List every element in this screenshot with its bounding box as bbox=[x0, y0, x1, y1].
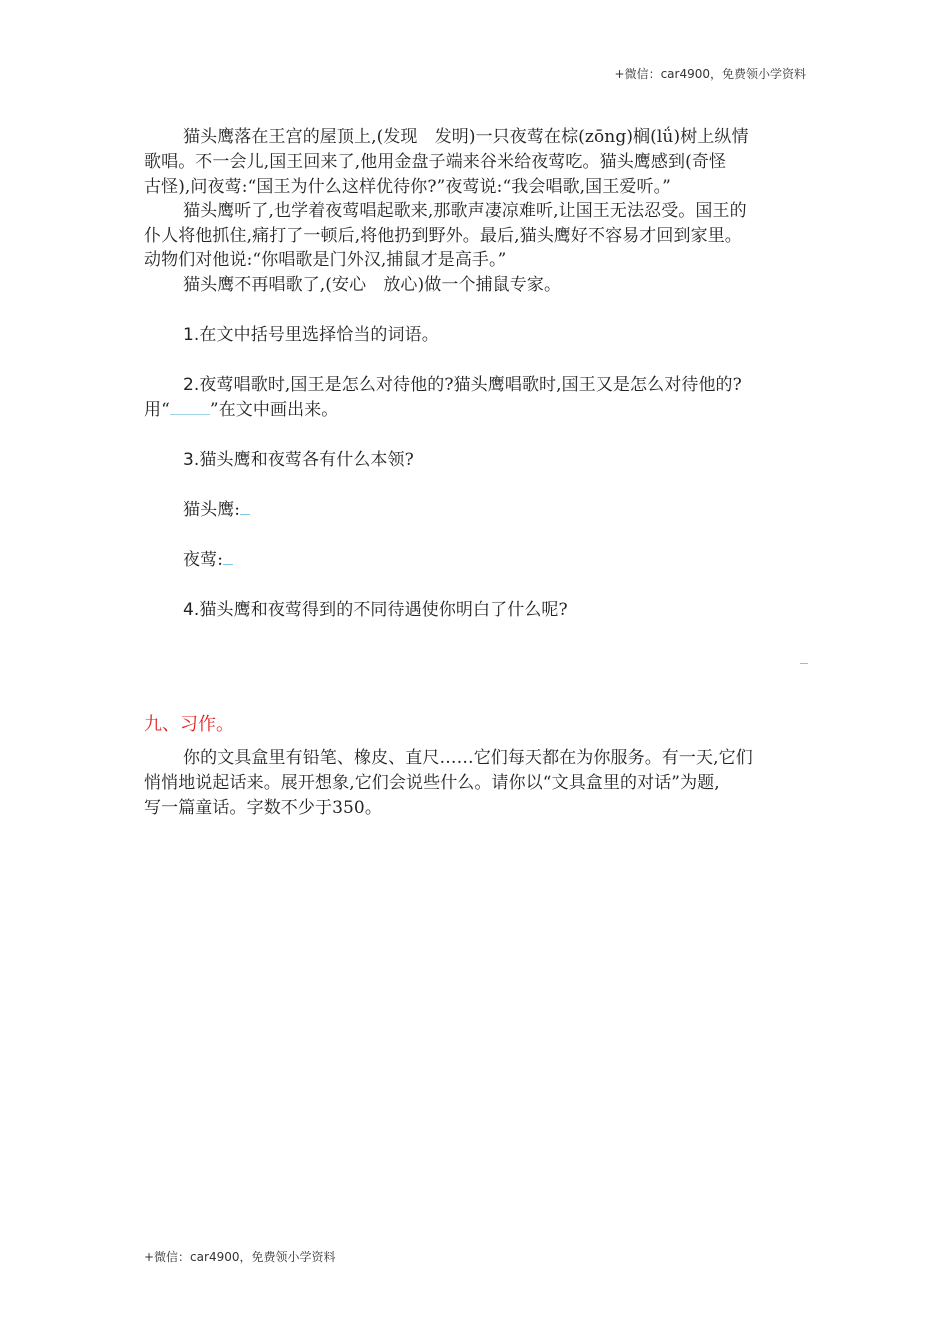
question-text: 夜莺唱歌时,国王是怎么对待他的?猫头鹰唱歌时,国王又是怎么对待他的? bbox=[199, 375, 742, 395]
prompt-line: 写一篇童话。字数不少于350。 bbox=[144, 798, 382, 818]
question-text: 用“ bbox=[144, 400, 170, 420]
question-4 bbox=[183, 598, 808, 623]
passage-line: 猫头鹰落在王宫的屋顶上,(发现 发明)一只夜莺在棕(zōng)榈(lǘ)树上纵情 bbox=[183, 127, 749, 147]
question-2-line2 bbox=[144, 398, 808, 423]
passage-line: 歌唱。不一会儿,国王回来了,他用金盘子端来谷米给夜莺吃。猫头鹰感到(奇怪 bbox=[144, 152, 727, 172]
question-number: 4. bbox=[183, 600, 200, 620]
owl-answer-row bbox=[183, 498, 808, 523]
question-number: 2. bbox=[183, 375, 200, 395]
question-number: 1. bbox=[183, 325, 200, 345]
question-text: 猫头鹰和夜莺各有什么本领? bbox=[199, 450, 414, 470]
passage-line: 猫头鹰听了,也学着夜莺唱起歌来,那歌声凄凉难听,让国王无法忍受。国王的 bbox=[183, 201, 747, 221]
header-note: +微信：car4900，免费领小学资料 bbox=[614, 67, 806, 81]
nightingale-label: 夜莺: bbox=[183, 550, 224, 570]
q4-answer-blank[interactable] bbox=[800, 663, 808, 664]
passage-line: 古怪),问夜莺:“国王为什么这样优待你?”夜莺说:“我会唱歌,国王爱听。” bbox=[144, 177, 671, 197]
owl-answer-blank[interactable] bbox=[240, 500, 250, 515]
nightingale-answer-blank[interactable] bbox=[223, 550, 233, 565]
question-3 bbox=[183, 448, 808, 473]
footer-note: +微信：car4900，免费领小学资料 bbox=[144, 1250, 336, 1264]
question-text: 猫头鹰和夜莺得到的不同待遇使你明白了什么呢? bbox=[199, 600, 568, 620]
question-number: 3. bbox=[183, 450, 200, 470]
nightingale-answer-row bbox=[183, 548, 808, 573]
owl-label: 猫头鹰: bbox=[183, 500, 241, 520]
question-2 bbox=[183, 373, 808, 398]
question-1 bbox=[183, 323, 808, 348]
passage-line: 动物们对他说:“你唱歌是门外汉,捕鼠才是高手。” bbox=[144, 250, 507, 270]
prompt-line: 你的文具盒里有铅笔、橡皮、直尺……它们每天都在为你服务。有一天,它们 bbox=[183, 748, 753, 768]
section-title: 九、习作。 bbox=[144, 714, 234, 735]
passage-line: 仆人将他抓住,痛打了一顿后,将他扔到野外。最后,猫头鹰好不容易才回到家里。 bbox=[144, 226, 742, 246]
passage-line: 猫头鹰不再唱歌了,(安心 放心)做一个捕鼠专家。 bbox=[183, 275, 562, 295]
underline-sample bbox=[170, 400, 210, 415]
question-text: ”在文中画出来。 bbox=[209, 400, 339, 420]
prompt-line: 悄悄地说起话来。展开想象,它们会说些什么。请你以“文具盒里的对话”为题, bbox=[144, 773, 720, 793]
question-text: 在文中括号里选择恰当的词语。 bbox=[199, 325, 439, 345]
